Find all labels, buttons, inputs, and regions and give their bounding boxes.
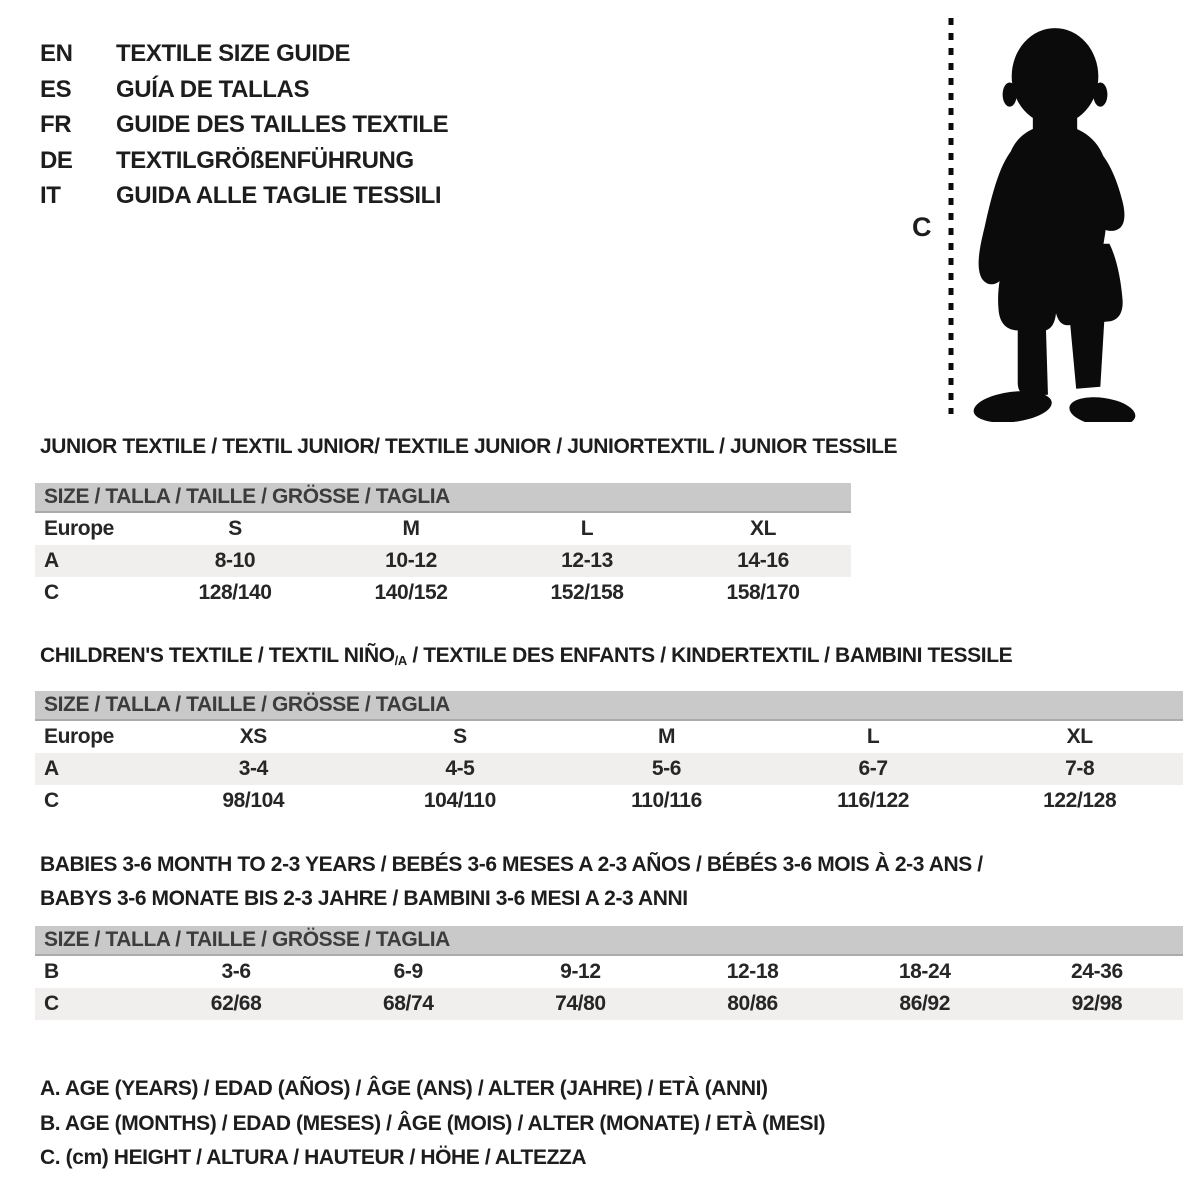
height-label-c: C bbox=[912, 212, 932, 242]
height-measure-line bbox=[946, 14, 956, 418]
baby-silhouette bbox=[966, 14, 1142, 422]
table-row bbox=[35, 988, 1183, 1020]
value-cell: 158/170 bbox=[726, 581, 800, 604]
table-row bbox=[35, 513, 851, 545]
value-cell: XL bbox=[1066, 725, 1093, 748]
value-cell: 140/152 bbox=[374, 581, 448, 604]
row-label-cell: Europe bbox=[44, 517, 114, 540]
lang-row-en bbox=[40, 36, 448, 72]
value-cell: 80/86 bbox=[727, 992, 778, 1015]
value-cell: S bbox=[453, 725, 467, 748]
value-cell: L bbox=[580, 517, 594, 540]
value-cell: 128/140 bbox=[198, 581, 272, 604]
legend-line-a: A. AGE (YEARS) / EDAD (AÑOS) / ÂGE (ANS) / ALTER (JAHRE) / ETÀ (ANNI) bbox=[40, 1077, 768, 1100]
value-cell: 5-6 bbox=[651, 757, 682, 780]
size-table-header: SIZE / TALLA / TAILLE / GRÖSSE / TAGLIA bbox=[35, 483, 851, 513]
lang-row-it bbox=[40, 178, 448, 214]
children-section-title bbox=[40, 644, 1012, 670]
babies-section-title bbox=[40, 848, 983, 916]
value-cell: 110/116 bbox=[631, 789, 702, 812]
value-cell: 3-6 bbox=[221, 960, 251, 983]
value-cell: 3-4 bbox=[238, 757, 268, 780]
babies-size-table bbox=[35, 926, 1183, 1020]
row-label-cell: Europe bbox=[44, 725, 114, 748]
lang-code: ES bbox=[40, 75, 72, 103]
value-cell: 6-9 bbox=[393, 960, 423, 983]
table-row bbox=[35, 753, 1183, 785]
guide-title: GUIDE DES TAILLES TEXTILE bbox=[116, 111, 449, 138]
size-table-header: SIZE / TALLA / TAILLE / GRÖSSE / TAGLIA bbox=[35, 926, 1183, 956]
children-title-text: / TEXTILE DES ENFANTS / KINDERTEXTIL / BAMBINI TESSILE bbox=[406, 644, 1013, 667]
value-cell: 98/104 bbox=[222, 789, 285, 812]
value-cell: 152/158 bbox=[550, 581, 624, 604]
table-row bbox=[35, 956, 1183, 988]
table-row bbox=[35, 545, 851, 577]
value-cell: XL bbox=[749, 517, 777, 540]
language-title-list bbox=[40, 36, 448, 214]
junior-size-table bbox=[35, 483, 851, 609]
children-title-text: CHILDREN'S TEXTILE / TEXTIL NIÑO bbox=[40, 644, 395, 667]
value-cell: 4-5 bbox=[445, 757, 475, 780]
value-cell: L bbox=[866, 725, 880, 748]
value-cell: 116/122 bbox=[837, 789, 910, 812]
row-label-cell: C bbox=[44, 581, 59, 604]
junior-section-title: JUNIOR TEXTILE / TEXTIL JUNIOR/ TEXTILE JUNIOR / JUNIORTEXTIL / JUNIOR TESSILE bbox=[40, 435, 898, 458]
children-size-table bbox=[35, 691, 1183, 817]
value-cell: XS bbox=[239, 725, 267, 748]
value-cell: 92/98 bbox=[1071, 992, 1123, 1015]
value-cell: S bbox=[228, 517, 242, 540]
value-cell: 62/68 bbox=[210, 992, 262, 1015]
value-cell: 6-7 bbox=[858, 757, 888, 780]
value-cell: 74/80 bbox=[555, 992, 606, 1015]
lang-code: FR bbox=[40, 111, 72, 138]
lang-row-es bbox=[40, 72, 448, 108]
babies-title-line1: BABIES 3-6 MONTH TO 2-3 YEARS / BEBÉS 3-6 MESES A 2-3 AÑOS / BÉBÉS 3-6 MOIS À 2-3 ANS / bbox=[40, 853, 983, 876]
value-cell: 14-16 bbox=[737, 549, 789, 572]
table-row bbox=[35, 721, 1183, 753]
measurement-legend bbox=[40, 1072, 825, 1176]
lang-row-fr bbox=[40, 107, 448, 143]
value-cell: 104/110 bbox=[423, 789, 496, 812]
size-table-header: SIZE / TALLA / TAILLE / GRÖSSE / TAGLIA bbox=[35, 691, 1183, 721]
legend-line-b: B. AGE (MONTHS) / EDAD (MESES) / ÂGE (MOIS) / ALTER (MONATE) / ETÀ (MESI) bbox=[40, 1111, 826, 1135]
lang-row-de bbox=[40, 143, 448, 179]
lang-code: IT bbox=[40, 182, 61, 209]
value-cell: M bbox=[402, 517, 420, 540]
row-label-cell: A bbox=[44, 757, 59, 780]
value-cell: M bbox=[657, 725, 676, 748]
value-cell: 7-8 bbox=[1065, 757, 1095, 780]
guide-title: GUÍA DE TALLAS bbox=[116, 75, 310, 103]
row-label-cell: A bbox=[44, 549, 59, 572]
children-title-subscript: /A bbox=[394, 652, 407, 668]
babies-title-line2: BABYS 3-6 MONATE BIS 2-3 JAHRE / BAMBINI 3-6 MESI A 2-3 ANNI bbox=[40, 887, 688, 910]
value-cell: 12-18 bbox=[726, 960, 779, 983]
value-cell: 8-10 bbox=[214, 549, 256, 572]
value-cell: 18-24 bbox=[898, 960, 951, 983]
value-cell: 24-36 bbox=[1071, 960, 1123, 983]
value-cell: 86/92 bbox=[899, 992, 950, 1015]
guide-title: TEXTILGRÖßENFÜHRUNG bbox=[116, 146, 414, 174]
row-label-cell: B bbox=[44, 960, 59, 983]
value-cell: 122/128 bbox=[1043, 789, 1117, 812]
value-cell: 12-13 bbox=[561, 549, 613, 572]
table-row bbox=[35, 785, 1183, 817]
guide-title: GUIDA ALLE TAGLIE TESSILI bbox=[116, 182, 442, 209]
lang-code: EN bbox=[40, 40, 73, 67]
value-cell: 68/74 bbox=[382, 992, 434, 1015]
row-label-cell: C bbox=[44, 789, 59, 812]
value-cell: 10-12 bbox=[385, 549, 437, 572]
legend-line-c: C. (cm) HEIGHT / ALTURA / HAUTEUR / HÖHE / ALTEZZA bbox=[40, 1146, 587, 1169]
table-row bbox=[35, 577, 851, 609]
lang-code: DE bbox=[40, 146, 73, 174]
guide-title: TEXTILE SIZE GUIDE bbox=[116, 40, 351, 67]
value-cell: 9-12 bbox=[560, 960, 601, 983]
row-label-cell: C bbox=[44, 992, 59, 1015]
